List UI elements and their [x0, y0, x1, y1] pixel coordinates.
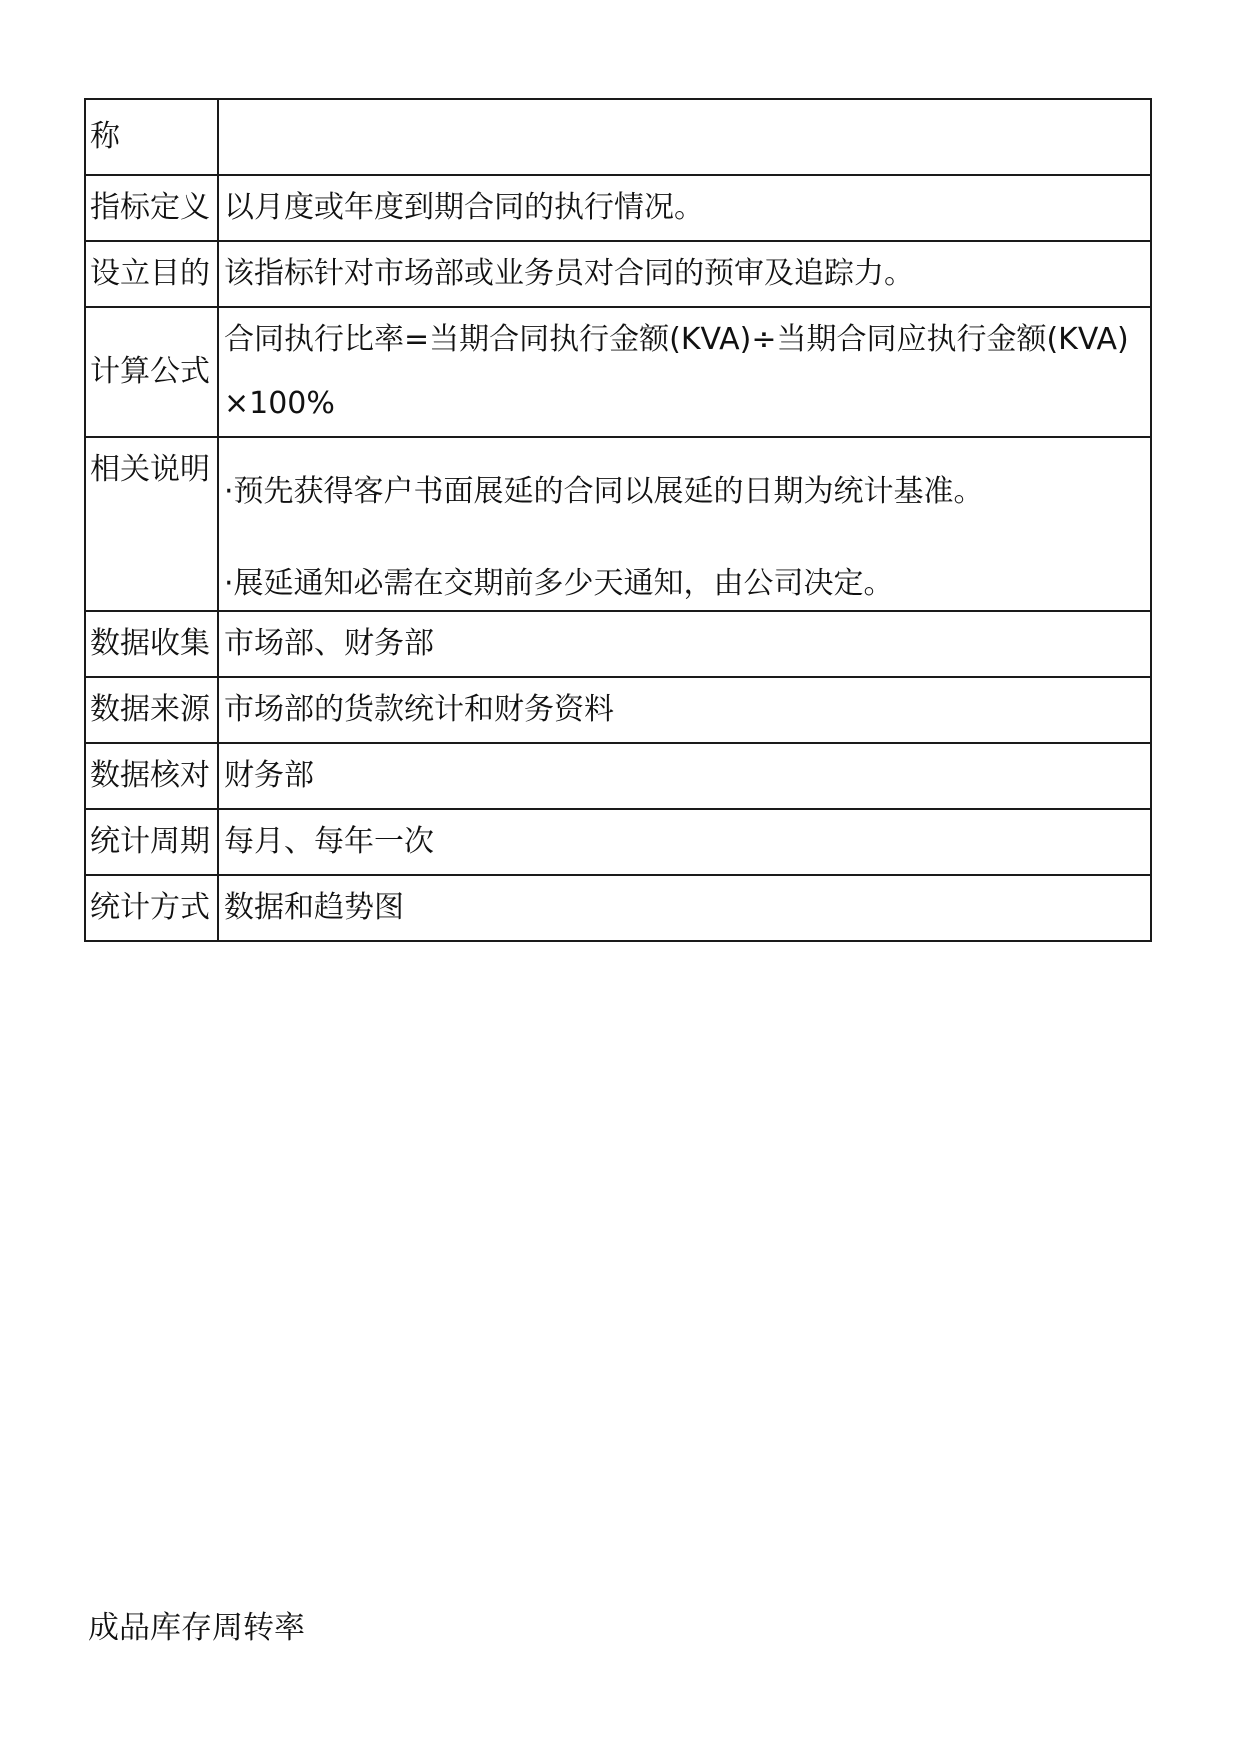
row-label: 计算公式	[85, 307, 218, 437]
kpi-definition-table	[84, 98, 1152, 942]
row-label: 数据收集	[85, 611, 218, 677]
table-row-name	[85, 99, 1151, 175]
section-heading: 成品库存周转率	[88, 1610, 305, 1646]
table-row-data-collection	[85, 611, 1151, 677]
row-value: 该指标针对市场部或业务员对合同的预审及追踪力。	[218, 241, 1151, 307]
row-label: 设立目的	[85, 241, 218, 307]
row-value: 合同执行比率=当期合同执行金额(KVA)÷当期合同应执行金额(KVA)×100%	[218, 307, 1151, 437]
table-row-data-source	[85, 677, 1151, 743]
table-row-statistics-period	[85, 809, 1151, 875]
row-label: 数据核对	[85, 743, 218, 809]
row-value: 市场部的货款统计和财务资料	[218, 677, 1151, 743]
table-row-purpose	[85, 241, 1151, 307]
table-row-definition	[85, 175, 1151, 241]
row-label: 数据来源	[85, 677, 218, 743]
note-line: ·预先获得客户书面展延的合同以展延的日期为统计基准。	[224, 474, 984, 509]
row-value: 每月、每年一次	[218, 809, 1151, 875]
note-line: ·展延通知必需在交期前多少天通知，由公司决定。	[224, 566, 894, 601]
table-row-notes	[85, 437, 1151, 611]
row-value: 市场部、财务部	[218, 611, 1151, 677]
row-label: 统计方式	[85, 875, 218, 941]
row-value: 以月度或年度到期合同的执行情况。	[218, 175, 1151, 241]
row-label: 称	[85, 99, 218, 175]
row-label: 相关说明	[85, 437, 218, 611]
row-value	[218, 99, 1151, 175]
table-row-data-verification	[85, 743, 1151, 809]
row-label: 统计周期	[85, 809, 218, 875]
row-value: 数据和趋势图	[218, 875, 1151, 941]
table-row-formula	[85, 307, 1151, 437]
row-value	[218, 437, 1151, 611]
row-label: 指标定义	[85, 175, 218, 241]
table-row-statistics-method	[85, 875, 1151, 941]
row-value: 财务部	[218, 743, 1151, 809]
